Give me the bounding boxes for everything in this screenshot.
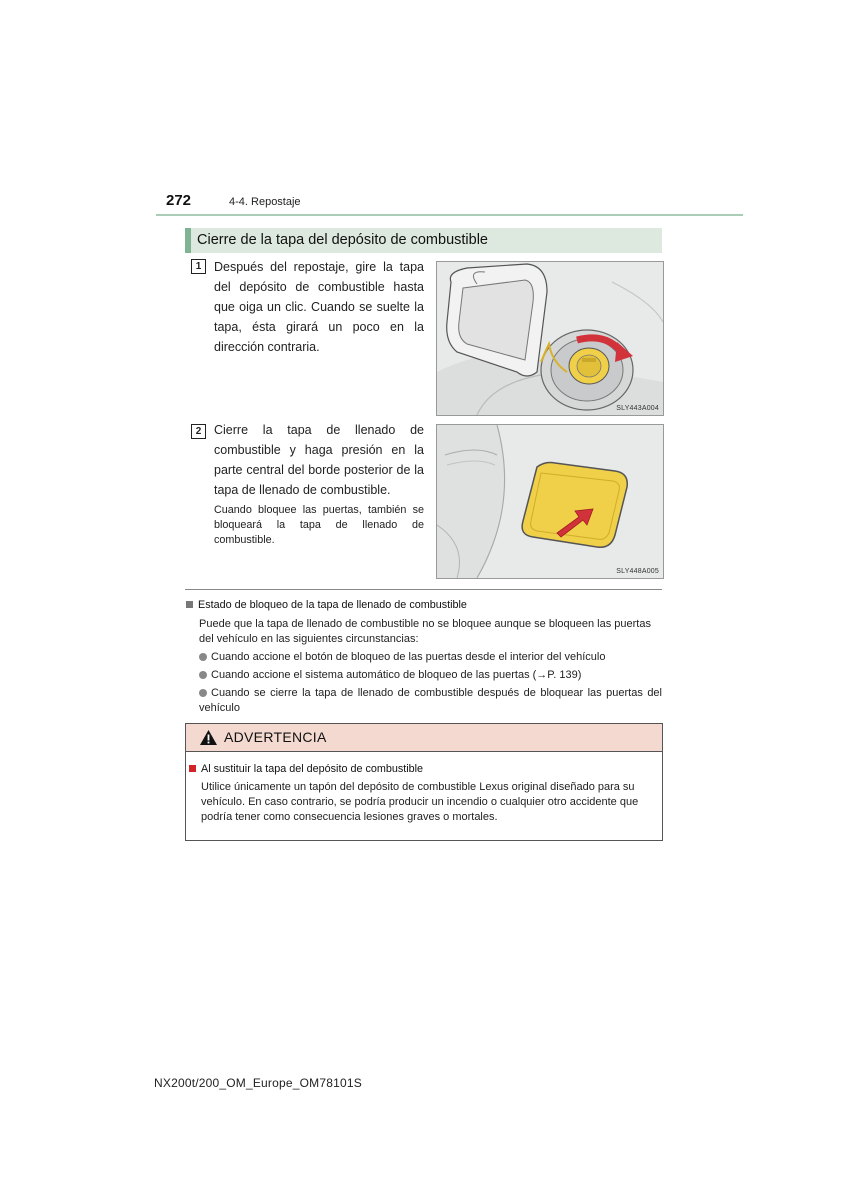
warning-triangle-icon bbox=[199, 729, 218, 746]
section-title: Cierre de la tapa del depósito de combustible bbox=[197, 232, 488, 248]
figure-code: SLY448A005 bbox=[616, 568, 659, 575]
page-number: 272 bbox=[166, 192, 192, 209]
warning-text: Utilice únicamente un tapón del depósito de combustible Lexus original diseñado para su vehículo. En caso contrario, se podría producir un incendio o cualquier otro accidente que podría tener como consecuencia lesiones graves o mortales. bbox=[201, 781, 639, 823]
gray-square-icon bbox=[186, 601, 193, 608]
figure-fuel-door-press bbox=[436, 424, 664, 579]
bullet-text: Cuando accione el botón de bloqueo de las puertas desde el interior del vehículo bbox=[211, 651, 606, 663]
figure-fuel-cap-closing bbox=[436, 261, 664, 416]
fuel-door-illustration bbox=[437, 425, 663, 578]
gray-dot-icon bbox=[199, 689, 207, 697]
figure-code: SLY443A004 bbox=[616, 405, 659, 412]
step-2-text: Cierre la tapa de llenado de combustible y haga presión en la parte central del borde posterior de la tapa de llenado de combustible. bbox=[214, 423, 424, 497]
info-bullet-1 bbox=[199, 650, 662, 665]
info-bullet-3 bbox=[199, 686, 662, 716]
warning-title: ADVERTENCIA bbox=[224, 729, 327, 745]
info-bullet-2 bbox=[199, 668, 662, 683]
section-divider bbox=[185, 589, 662, 590]
fuel-cap-illustration bbox=[437, 262, 663, 415]
step-2-note: Cuando bloquee las puertas, también se bloqueará la tapa de llenado de combustible. bbox=[214, 504, 424, 546]
info-intro: Puede que la tapa de llenado de combustible no se bloquee aunque se bloqueen las puertas del vehículo en las siguientes circunstancias: bbox=[199, 618, 651, 645]
bullet-text: Cuando accione el sistema automático de bloqueo de las puertas (→P. 139) bbox=[211, 669, 582, 681]
gray-dot-icon bbox=[199, 653, 207, 661]
footer-doc-id: NX200t/200_OM_Europe_OM78101S bbox=[154, 1076, 362, 1090]
step-2-number: 2 bbox=[191, 424, 206, 439]
title-accent-bar bbox=[185, 228, 191, 253]
section-title-bar bbox=[185, 228, 662, 253]
bullet-text: Cuando se cierre la tapa de llenado de combustible después de bloquear las puertas del vehículo bbox=[199, 687, 662, 714]
step-1-number: 1 bbox=[191, 259, 206, 274]
warning-subtitle bbox=[189, 763, 423, 775]
red-square-icon bbox=[189, 765, 196, 772]
header-divider bbox=[156, 214, 743, 216]
section-label: 4-4. Repostaje bbox=[229, 196, 301, 208]
info-title-text: Estado de bloqueo de la tapa de llenado de combustible bbox=[198, 599, 467, 611]
warning-header bbox=[186, 724, 662, 752]
warning-subtitle-text: Al sustituir la tapa del depósito de combustible bbox=[201, 763, 424, 775]
step-1-text: Después del repostaje, gire la tapa del depósito de combustible hasta que oiga un clic. Cuando se suelte la tapa, ésta girará un poco en la dirección contraria. bbox=[214, 260, 424, 354]
gray-dot-icon bbox=[199, 671, 207, 679]
info-title bbox=[186, 599, 467, 611]
